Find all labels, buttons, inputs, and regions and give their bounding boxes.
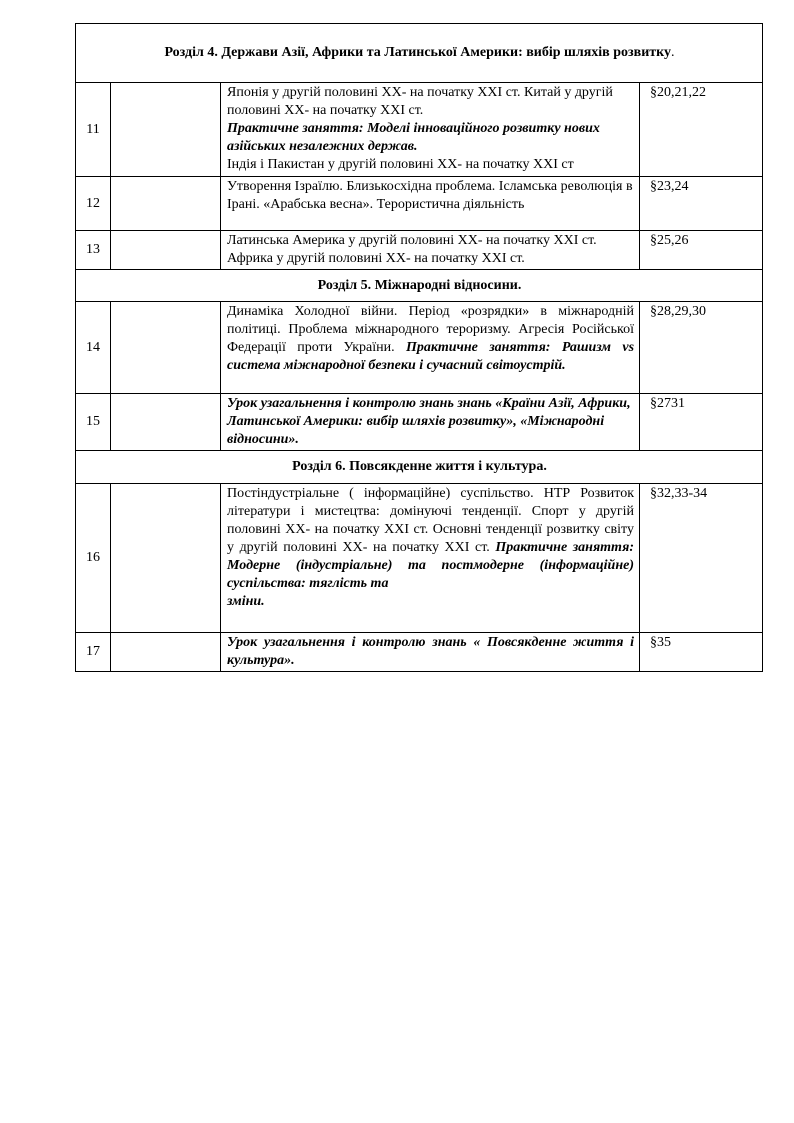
lesson-number: 16 xyxy=(76,484,111,633)
paragraph-reference: §35 xyxy=(640,633,763,672)
date-cell xyxy=(111,83,221,177)
topic-text: Японія у другій половині ХХ- на початку ХХІ ст. Китай у другій половині ХХ- на початку ХХІ ст. xyxy=(227,85,613,118)
section-row xyxy=(76,270,763,302)
date-cell xyxy=(111,177,221,231)
lesson-topic xyxy=(221,83,640,177)
lesson-number: 12 xyxy=(76,177,111,231)
lesson-topic xyxy=(221,484,640,633)
section-title: Розділ 5. Міжнародні відносини. xyxy=(76,270,763,302)
practice-text-end: зміни. xyxy=(227,594,265,609)
lesson-topic xyxy=(221,302,640,394)
lesson-topic: Урок узагальнення і контролю знань знань «Країни Азії, Африки, Латинської Америки: вибір шляхів розвитку», «Міжнародні відносини». xyxy=(221,394,640,451)
table-row xyxy=(76,83,763,177)
lesson-topic: Утворення Ізраїлю. Близькосхідна проблема. Ісламська революція в Ірані. «Арабська весна». Терористична діяльність xyxy=(221,177,640,231)
practice-text: Практичне заняття: Моделі інноваційного розвитку нових азійських незалежних держав. xyxy=(227,121,600,154)
lesson-number: 13 xyxy=(76,231,111,270)
paragraph-reference: §32,33-34 xyxy=(640,484,763,633)
section-title: Розділ 4. Держави Азії, Африки та Латинської Америки: вибір шляхів розвитку. xyxy=(76,24,763,83)
section-row xyxy=(76,451,763,484)
topic-text: Постіндустріальне ( інформаційне) суспільство. НТР Розвиток літератури і мистецтва: домінуючі тенденції. Спорт у другій половині ХХ- на початку ХХІ ст. Основні тенденції розвитку світу у другій половині ХХ- на початку ХХІ ст. xyxy=(227,486,634,555)
table-row xyxy=(76,484,763,633)
paragraph-reference: §28,29,30 xyxy=(640,302,763,394)
topic-text: Динаміка Холодної війни. Період «розрядки» в міжнародній політиці. Проблема міжнародного тероризму. Агресія Російської Федерації проти України. xyxy=(227,304,634,355)
section-row xyxy=(76,24,763,83)
table-row xyxy=(76,177,763,231)
lesson-topic: Латинська Америка у другій половині ХХ- на початку ХХІ ст. Африка у другій половині ХХ- на початку ХХІ ст. xyxy=(221,231,640,270)
lesson-number: 11 xyxy=(76,83,111,177)
table-row xyxy=(76,394,763,451)
lesson-topic: Урок узагальнення і контролю знань « Повсякденне життя і культура». xyxy=(221,633,640,672)
date-cell xyxy=(111,394,221,451)
paragraph-reference: §23,24 xyxy=(640,177,763,231)
paragraph-reference: §25,26 xyxy=(640,231,763,270)
date-cell xyxy=(111,231,221,270)
curriculum-table xyxy=(75,23,763,672)
table-row xyxy=(76,633,763,672)
lesson-number: 17 xyxy=(76,633,111,672)
table-row xyxy=(76,302,763,394)
topic-text: Індія і Пакистан у другій половині ХХ- на початку ХХІ ст xyxy=(227,157,574,172)
section-title: Розділ 6. Повсякденне життя і культура. xyxy=(76,451,763,484)
practice-text: Практичне заняття: Рашизм vs система міжнародної безпеки і сучасний світоустрій. xyxy=(227,340,635,373)
lesson-number: 15 xyxy=(76,394,111,451)
practice-text: Практичне заняття: Модерне (індустріальне) та постмодерне (інформаційне) суспільства: тяглість та xyxy=(227,540,634,591)
date-cell xyxy=(111,302,221,394)
date-cell xyxy=(111,633,221,672)
lesson-number: 14 xyxy=(76,302,111,394)
paragraph-reference: §2731 xyxy=(640,394,763,451)
date-cell xyxy=(111,484,221,633)
paragraph-reference: §20,21,22 xyxy=(640,83,763,177)
table-row xyxy=(76,231,763,270)
